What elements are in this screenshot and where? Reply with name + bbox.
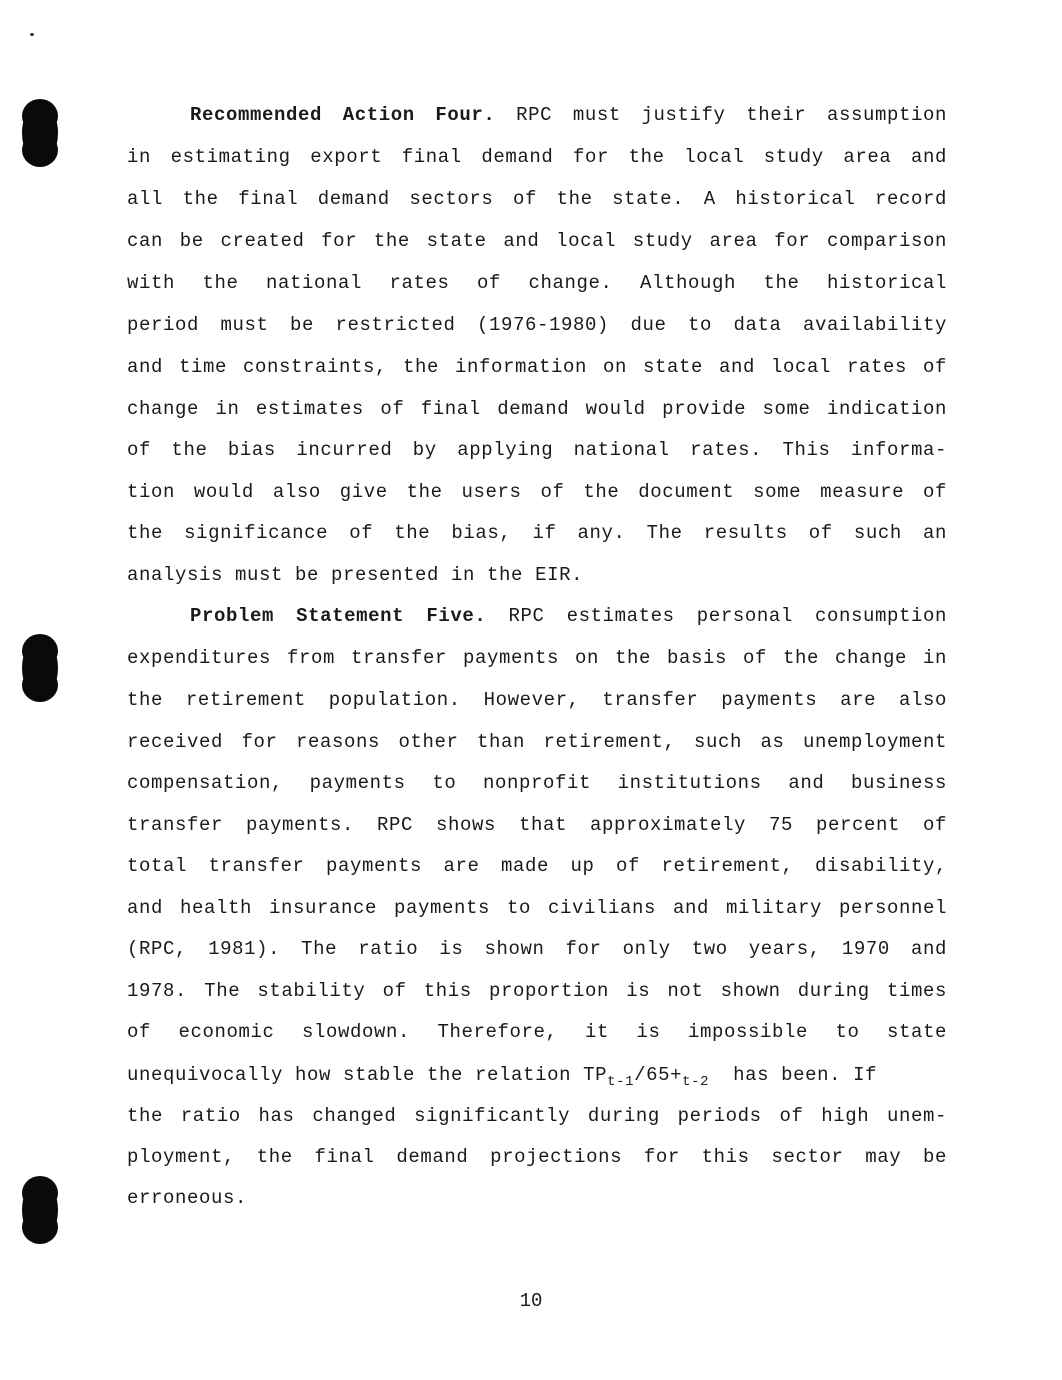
text-line: of the bias incurred by applying national rates. This informa-: [127, 439, 947, 461]
text-line: and time constraints, the information on state and local rates of: [127, 356, 947, 378]
text-line: can be created for the state and local study area for comparison: [127, 230, 947, 252]
text-line: Problem Statement Five. RPC estimates personal consumption: [190, 605, 947, 627]
text-line: Recommended Action Four. RPC must justify their assumption: [190, 104, 947, 126]
text-line: compensation, payments to nonprofit institutions and business: [127, 772, 947, 794]
subscript: t-1: [607, 1074, 635, 1090]
text-line: erroneous.: [127, 1187, 248, 1209]
text-line: analysis must be presented in the EIR.: [127, 564, 584, 586]
text-line: the retirement population. However, transfer payments are also: [127, 689, 947, 711]
text-line: change in estimates of final demand would provide some indication: [127, 398, 947, 420]
subscript: t-2: [682, 1074, 710, 1090]
text-line: expenditures from transfer payments on the basis of the change in: [127, 647, 947, 669]
text-line: of economic slowdown. Therefore, it is impossible to state: [127, 1021, 947, 1043]
page-number: 10: [519, 1290, 543, 1312]
text-line: and health insurance payments to civilians and military personnel: [127, 897, 947, 919]
text-line: 1978. The stability of this proportion is not shown during times: [127, 980, 947, 1002]
text-line: the significance of the bias, if any. The results of such an: [127, 522, 947, 544]
binder-hole-bottom: [22, 1180, 58, 1240]
text-line: transfer payments. RPC shows that approximately 75 percent of: [127, 814, 947, 836]
scan-speck: [30, 33, 34, 36]
binder-hole-middle: [22, 638, 58, 698]
formula-line: unequivocally how stable the relation $TP_{t-1}/65+_{t-2}$ has been. If: [127, 1064, 878, 1090]
text-line: period must be restricted (1976-1980) due to data availability: [127, 314, 947, 336]
text-line: received for reasons other than retirement, such as unemployment: [127, 731, 947, 753]
text-line: all the final demand sectors of the state. A historical record: [127, 188, 947, 210]
text-line: total transfer payments are made up of retirement, disability,: [127, 855, 947, 877]
section-heading: Problem Statement Five.: [190, 605, 487, 627]
text-line: tion would also give the users of the document some measure of: [127, 481, 947, 503]
text-line: in estimating export final demand for the local study area and: [127, 146, 947, 168]
binder-hole-top: [22, 103, 58, 163]
text-line: (RPC, 1981). The ratio is shown for only two years, 1970 and: [127, 938, 947, 960]
section-heading: Recommended Action Four.: [190, 104, 496, 126]
text-line: with the national rates of change. Although the historical: [127, 272, 947, 294]
text-line: the ratio has changed significantly during periods of high unem-: [127, 1105, 947, 1127]
text-line: ployment, the final demand projections for this sector may be: [127, 1146, 947, 1168]
